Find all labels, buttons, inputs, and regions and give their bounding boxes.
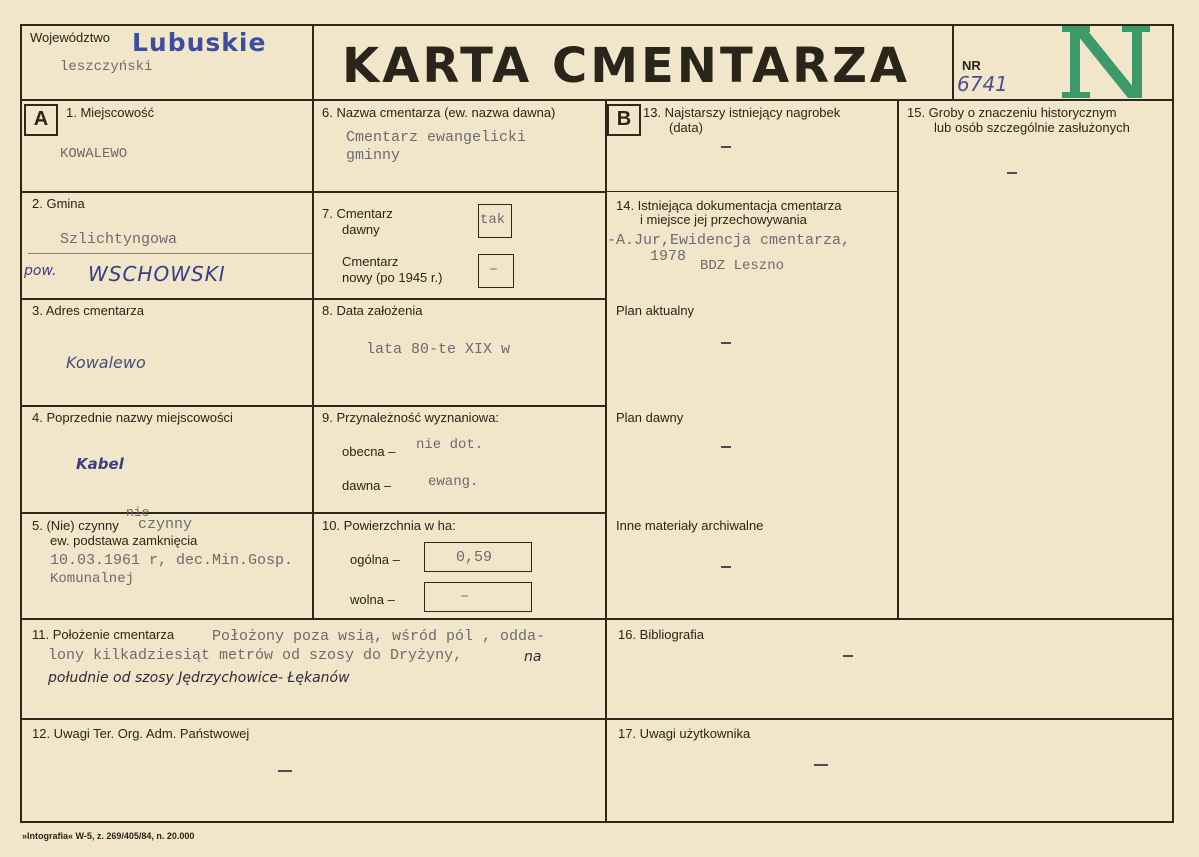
polozenie-value-3: południe od szosy Jędrzychowice- Łękanów [48,670,350,686]
frame-line [20,718,1174,720]
czynny-label: 5. (Nie) czynny [32,518,119,533]
cmentarz-dawny-value: tak [480,212,506,228]
czynny-nie-typed: nie [126,505,150,520]
polozenie-value-2: lony kilkadziesiąt metrów od szosy do Dryżyny, [48,647,463,664]
inne-materialy-dash [721,566,731,568]
nr-value: 6741 [957,72,1008,96]
powierzchnia-label: 10. Powierzchnia w ha: [322,518,456,533]
nazwa-cmentarza-value-1: Cmentarz ewangelicki [346,129,527,146]
cmentarz-nowy-value: – [489,261,499,278]
frame-line [20,99,1174,101]
n-stamp [1056,26,1156,100]
frame-line [20,298,607,300]
cmentarz-nowy-label-2: nowy (po 1945 r.) [342,270,443,285]
powiat-prefix: pow. [24,263,57,279]
frame-line [607,191,897,192]
section-b-box: B [607,104,641,136]
dokumentacja-value-2: BDZ Leszno [700,258,785,274]
frame-line [20,618,1174,620]
bibliografia-dash [843,655,853,657]
frame-line [1172,24,1174,823]
najstarszy-nagrobek-label: 13. Najstarszy istniejący nagrobek [643,105,841,120]
frame-line [28,253,312,254]
frame-line [20,191,607,193]
gmina-value: Szlichtyngowa [60,231,178,248]
dokumentacja-value-1: -A.Jur,Ewidencja cmentarza, [607,232,851,249]
powierzchnia-wolna-value: – [460,588,470,605]
nazwa-cmentarza-label: 6. Nazwa cmentarza (ew. nazwa dawna) [322,105,556,120]
groby-dash [1007,172,1017,174]
adres-value: Kowalewo [66,353,146,372]
powierzchnia-ogolna-value: 0,59 [456,549,493,566]
powierzchnia-wolna-box [424,582,532,612]
wojewodztwo-typed: leszczyński [60,59,153,75]
przynaleznosc-dawna-label: dawna – [342,478,392,493]
frame-line [312,99,314,619]
groby-label-2: lub osób szczególnie zasłużonych [934,120,1130,135]
data-zalozenia-value: lata 80-te XIX w [366,341,511,358]
podstawa-zamkniecia-value-2: Komunalnej [50,571,135,587]
nr-label: NR [962,58,981,73]
plan-dawny-dash [721,446,731,448]
dokumentacja-label-2: i miejsce jej przechowywania [640,212,807,227]
podstawa-zamkniecia-label: ew. podstawa zamknięcia [50,533,198,548]
wojewodztwo-stamp: Lubuskie [132,28,267,57]
page-title: KARTA CMENTARZA [342,38,911,94]
przynaleznosc-obecna-value: nie dot. [416,437,484,453]
plan-aktualny-dash [721,342,731,344]
uwagi-ter-label: 12. Uwagi Ter. Org. Adm. Państwowej [32,726,250,741]
powierzchnia-wolna-label: wolna – [350,592,395,607]
plan-dawny-label: Plan dawny [616,410,684,425]
cmentarz-dawny-label: dawny [342,222,380,237]
cmentarz-nowy-label-1: Cmentarz [342,254,399,269]
podstawa-zamkniecia-value-1: 10.03.1961 r, dec.Min.Gosp. [50,552,294,569]
przynaleznosc-dawna-value: ewang. [428,474,479,490]
uwagi-ter-dash [278,770,292,772]
dokumentacja-year: 1978 [650,248,687,265]
powierzchnia-ogolna-label: ogólna – [350,552,400,567]
najstarszy-nagrobek-dash [721,146,731,148]
frame-line [20,24,1174,26]
frame-line [20,405,607,407]
przynaleznosc-obecna-label: obecna – [342,444,396,459]
frame-line [312,24,314,101]
inne-materialy-label: Inne materiały archiwalne [616,518,764,533]
przynaleznosc-label: 9. Przynależność wyznaniowa: [322,410,500,425]
poprzednie-nazwy-label: 4. Poprzednie nazwy miejscowości [32,410,233,425]
frame-line [20,512,607,514]
polozenie-value-na: na [524,649,542,665]
adres-label: 3. Adres cmentarza [32,303,144,318]
miejscowosc-label: 1. Miejscowość [66,105,155,120]
gmina-label: 2. Gmina [32,196,85,211]
frame-line [20,24,22,823]
czynny-typed: czynny [138,516,193,533]
frame-line [20,821,1174,823]
data-zalozenia-label: 8. Data założenia [322,303,423,318]
polozenie-value-1: Położony poza wsią, wśród pól , odda- [212,628,546,645]
footer-imprint: »Intografia« W-5, z. 269/405/84, n. 20.000 [22,831,195,841]
nazwa-cmentarza-value-2: gminny [346,147,401,164]
section-a-box: A [24,104,58,136]
frame-line [897,99,899,619]
frame-line [605,99,607,823]
cmentarz-label: 7. Cmentarz [322,206,393,221]
miejscowosc-value: KOWALEWO [60,146,128,162]
groby-label: 15. Groby o znaczeniu historycznym [907,105,1117,120]
frame-line [952,24,954,101]
poprzednie-nazwy-value: Kabel [76,455,124,473]
uwagi-uzytkownika-label: 17. Uwagi użytkownika [618,726,751,741]
uwagi-uzytkownika-dash [814,764,828,766]
plan-aktualny-label: Plan aktualny [616,303,695,318]
dokumentacja-label: 14. Istniejąca dokumentacja cmentarza [616,198,842,213]
bibliografia-label: 16. Bibliografia [618,627,704,642]
wojewodztwo-label: Województwo [30,30,110,45]
polozenie-label: 11. Położenie cmentarza [32,627,175,642]
najstarszy-nagrobek-label-2: (data) [669,120,703,135]
powiat-value: WSCHOWSKI [88,262,226,286]
